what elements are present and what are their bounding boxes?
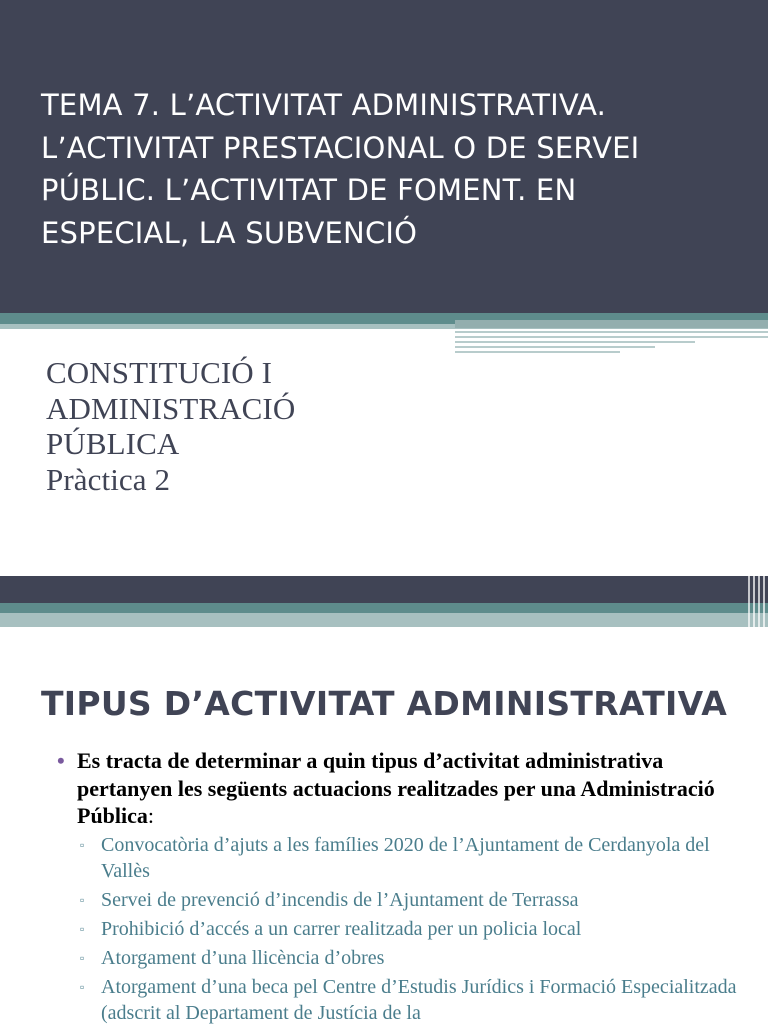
subtitle-line: ADMINISTRACIÓ [46,390,296,426]
title-line: PÚBLIC. L’ACTIVITAT DE FOMENT. EN [41,173,577,207]
subtitle-line: CONSTITUCIÓ I [46,355,273,390]
slide-1-title [41,84,741,254]
decorative-band [0,603,768,613]
decorative-line [455,331,768,333]
title-line: TEMA 7. L’ACTIVITAT ADMINISTRATIVA. [41,88,607,122]
bullet-icon: • [57,748,65,773]
list-item-text: Atorgament d’una beca pel Centre d’Estudis Jurídics i Formació Especialitzada (adscrit al Departament de Justícia de la [101,975,737,1024]
title-line: L’ACTIVITAT PRESTACIONAL O DE SERVEI [41,130,640,165]
main-bullet [57,747,757,830]
list-item [80,945,757,971]
square-bullet-icon: ▫ [80,837,85,852]
list-item-text: Prohibició d’accés a un carrer realitzada per un policia local [101,917,582,940]
slide-1-header [0,0,768,313]
slide-2-body [57,747,757,1024]
slide-2 [0,576,768,1024]
sub-list [80,832,757,1024]
decorative-line [455,346,655,348]
square-bullet-icon: ▫ [80,921,85,936]
decorative-line [455,351,620,353]
title-line: ESPECIAL, LA SUBVENCIÓ [41,215,418,250]
square-bullet-icon: ▫ [80,892,85,907]
decorative-band-light [0,613,768,627]
list-item [80,974,757,1024]
list-item [80,832,757,884]
list-item-text: Convocatòria d’ajuts a les famílies 2020 de l’Ajuntament de Cerdanyola del Vallès [101,833,710,882]
decorative-line [455,336,768,338]
slide-2-title: TIPUS D’ACTIVITAT ADMINISTRATIVA [40,684,728,723]
decorative-vertical-lines [746,576,768,627]
square-bullet-icon: ▫ [80,979,85,994]
main-bullet-suffix: : [147,803,155,828]
decorative-line [455,341,695,343]
subtitle-line: PÚBLICA [46,426,180,461]
list-item [80,916,757,942]
list-item-text: Servei de prevenció d’incendis de l’Ajuntament de Terrassa [101,888,579,911]
decorative-band-right [455,320,768,328]
subtitle-line: Pràctica 2 [46,461,171,497]
list-item [80,887,757,913]
square-bullet-icon: ▫ [80,950,85,965]
slide-1-subtitle [46,355,295,497]
main-bullet-text: Es tracta de determinar a quin tipus d’activitat administrativa pertanyen les següents actuacions realitzades per una Administració Pública [77,748,715,828]
list-item-text: Atorgament d’una llicència d’obres [101,946,385,969]
slide-2-top-bar [0,576,768,603]
